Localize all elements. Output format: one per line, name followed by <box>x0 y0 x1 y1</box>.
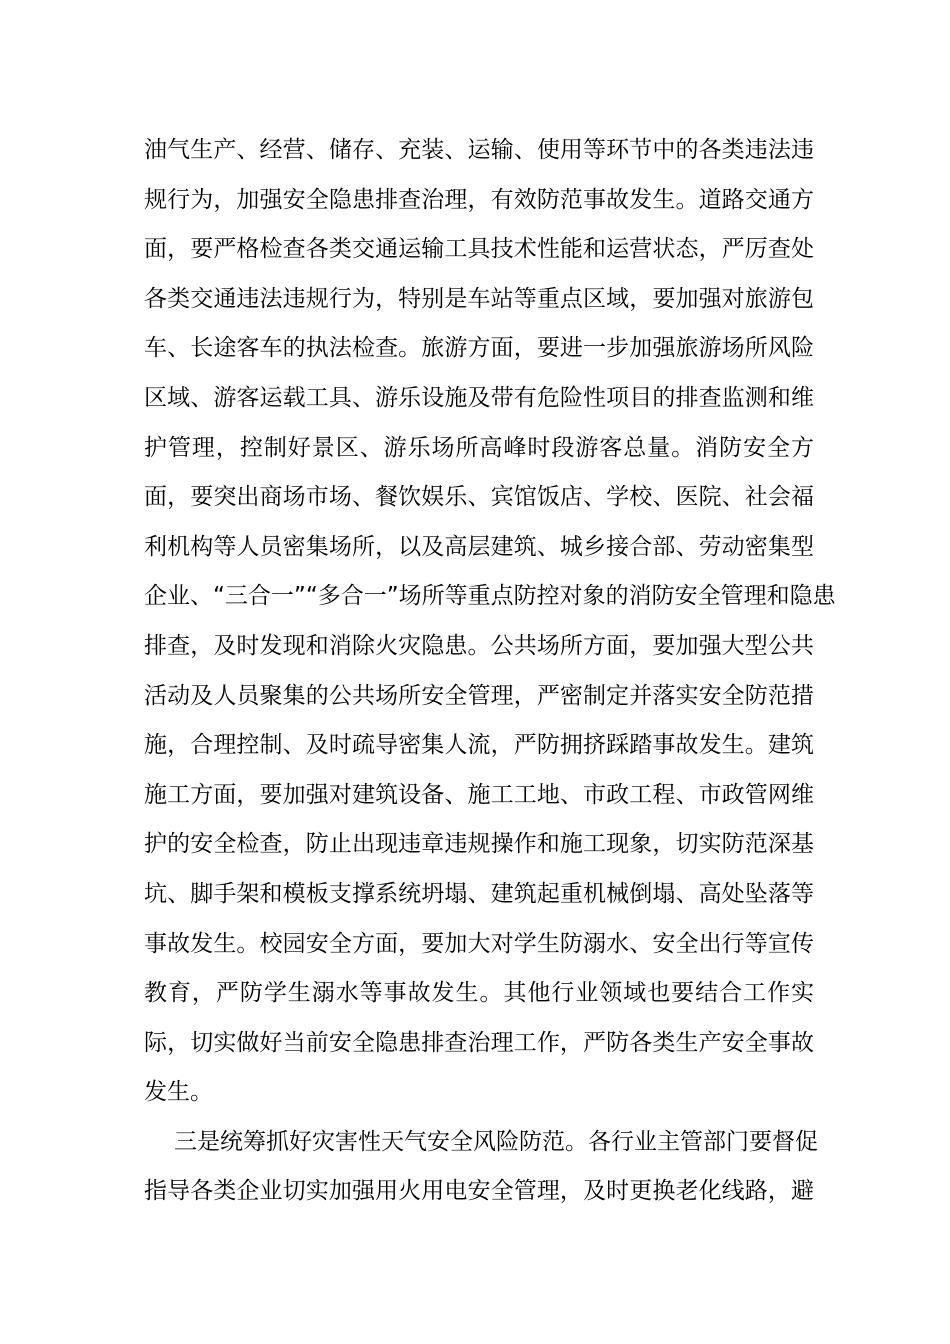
text-line-4: 各类交通违法违规行为，特别是车站等重点区域，要加强对旅游包 <box>144 285 814 312</box>
text-line-5: 车、长途客车的执法检查。旅游方面，要进一步加强旅游场所风险 <box>144 335 814 362</box>
text-line-17: 事故发生。校园安全方面，要加大对学生防溺水、安全出行等宣传 <box>144 930 814 957</box>
text-line-11: 排查，及时发现和消除火灾隐患。公共场所方面，要加强大型公共 <box>144 632 814 659</box>
text-line-12: 活动及人员聚集的公共场所安全管理，严密制定并落实安全防范措 <box>144 682 814 709</box>
text-line-10: 企业、“三合一”“多合一”场所等重点防控对象的消防安全管理和隐患 <box>144 583 836 610</box>
text-line-9: 利机构等人员密集场所，以及高层建筑、城乡接合部、劳动密集型 <box>144 533 814 560</box>
text-line-15: 护的安全检查，防止出现违章违规操作和施工现象，切实防范深基 <box>144 831 814 858</box>
text-line-16: 坑、脚手架和模板支撑系统坍塌、建筑起重机械倒塌、高处坠落等 <box>144 880 814 907</box>
text-line-22: 指导各类企业切实加强用火用电安全管理，及时更换老化线路，避 <box>144 1178 814 1205</box>
text-line-14: 施工方面，要加强对建筑设备、施工工地、市政工程、市政管网维 <box>144 781 814 808</box>
body-text <box>144 126 836 1217</box>
text-line-2: 规行为，加强安全隐患排查治理，有效防范事故发生。道路交通方 <box>144 186 814 213</box>
text-line-1: 油气生产、经营、储存、充装、运输、使用等环节中的各类违法违 <box>144 137 814 163</box>
text-line-8: 面，要突出商场市场、餐饮娱乐、宾馆饭店、学校、医院、社会福 <box>144 484 814 511</box>
text-line-6: 区域、游客运载工具、游乐设施及带有危险性项目的排查监测和维 <box>144 384 814 411</box>
text-line-3: 面，要严格检查各类交通运输工具技术性能和运营状态，严厉查处 <box>144 236 814 263</box>
text-line-18: 教育，严防学生溺水等事故发生。其他行业领域也要结合工作实 <box>144 980 814 1007</box>
text-line-7: 护管理，控制好景区、游乐场所高峰时段游客总量。消防安全方 <box>144 434 814 461</box>
text-line-21: 三是统筹抓好灾害性天气安全风险防范。各行业主管部门要督促 <box>174 1128 818 1155</box>
text-line-20: 发生。 <box>144 1079 213 1106</box>
text-line-13: 施，合理控制、及时疏导密集人流，严防拥挤踩踏事故发生。建筑 <box>144 732 814 759</box>
text-line-19: 际，切实做好当前安全隐患排查治理工作，严防各类生产安全事故 <box>144 1029 814 1056</box>
